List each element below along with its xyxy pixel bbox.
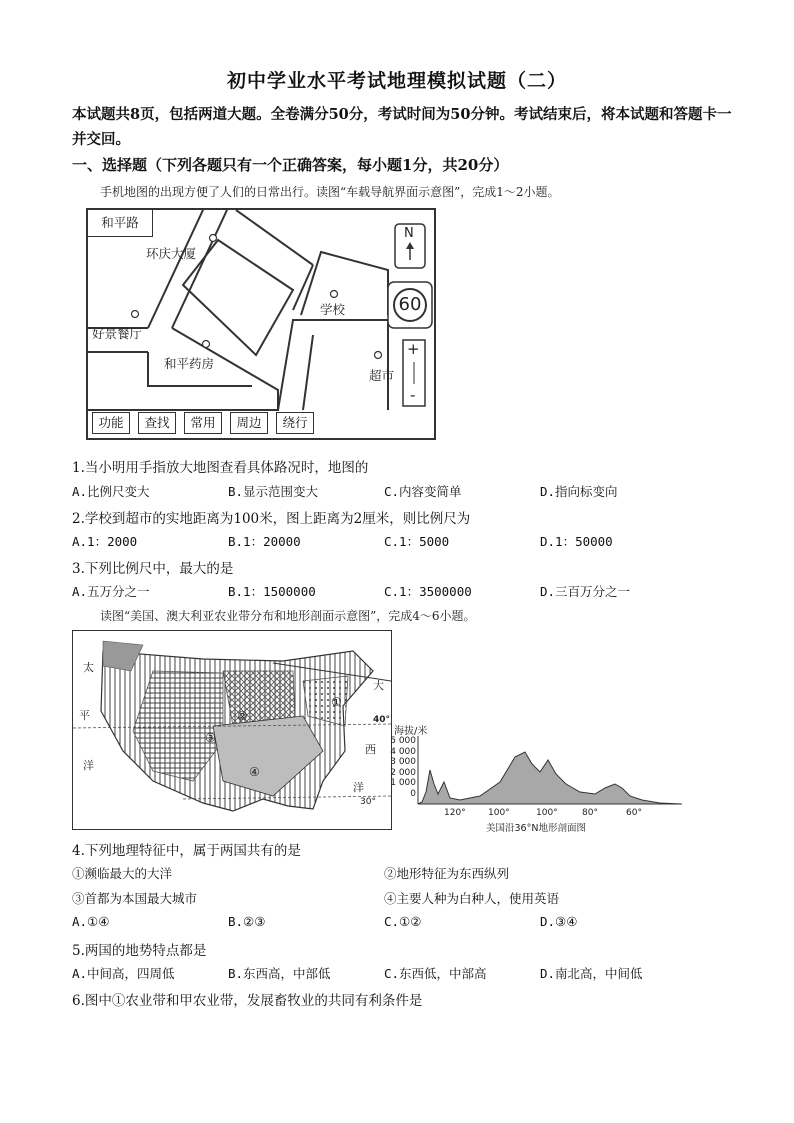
question-4-stem: 4.下列地理特征中，属于两国共有的是 [72, 843, 301, 859]
question-3-stem: 3.下列比例尺中，最大的是 [72, 561, 234, 577]
lead-text-2: 读图“美国、澳大利亚农业带分布和地形剖面示意图”，完成4～6小题。 [100, 609, 476, 623]
xtick-100a: 100° [488, 808, 510, 818]
question-1-stem: 1.当小明用手指放大地图查看具体路况时，地图的 [72, 460, 369, 476]
question-6-stem: 6.图中①农业带和甲农业带，发展畜牧业的共同有利条件是 [72, 993, 423, 1009]
q2-option-a[interactable]: A.1：2000 [72, 534, 138, 549]
ocean-label-yang: 洋 [83, 759, 94, 772]
toolbar-nearby-button[interactable]: 周边 [230, 412, 268, 434]
q3-option-d[interactable]: D.三百万分之一 [540, 584, 631, 599]
profile-caption: 美国沿36°N地形剖面图 [486, 823, 586, 834]
school-label: 学校 [320, 302, 346, 317]
section-heading: 一、选择题（下列各题只有一个正确答案，每小题1分，共20分） [72, 156, 509, 174]
xtick-80: 80° [582, 808, 598, 818]
zoom-out-button[interactable]: - [410, 386, 416, 404]
ytick-4000: 4 000 [390, 746, 416, 757]
profile-ylabel: 海拔/米 [394, 726, 428, 737]
pharmacy-label: 和平药房 [164, 356, 215, 371]
question-5-stem: 5.两国的地势特点都是 [72, 943, 207, 959]
page-title: 初中学业水平考试地理模拟试题（二） [226, 70, 567, 92]
q3-option-b[interactable]: B.1：1500000 [228, 584, 316, 599]
q4-option-c[interactable]: C.①② [384, 914, 422, 929]
ytick-1000: 1 000 [390, 778, 416, 788]
navigation-map [86, 208, 436, 440]
lead-text-1: 手机地图的出现方便了人们的日常出行。读图“车载导航界面示意图”，完成1～2小题。 [100, 185, 560, 199]
ytick-0: 0 [410, 788, 416, 799]
question-2-stem: 2.学校到超市的实地距离为100米，图上距离为2厘米，则比例尺为 [72, 511, 471, 527]
toolbar-common-button[interactable]: 常用 [184, 412, 222, 434]
ocean-label-ping: 平 [79, 709, 90, 722]
toolbar-function-button[interactable]: 功能 [92, 412, 130, 434]
toolbar-search-button[interactable]: 查找 [138, 412, 176, 434]
q2-option-d[interactable]: D.1：50000 [540, 534, 613, 549]
road-label: 和平路 [88, 210, 153, 237]
q4-item-1: ①濒临最大的大洋 [72, 866, 173, 881]
xtick-60: 60° [626, 808, 642, 818]
xtick-120: 120° [444, 808, 466, 818]
ocean-label-xi: 西 [365, 743, 376, 756]
q3-option-a[interactable]: A.五万分之一 [72, 584, 150, 599]
q3-option-c[interactable]: C.1：3500000 [384, 584, 472, 599]
ytick-5000: 5 000 [390, 736, 416, 746]
market-label: 超市 [369, 368, 395, 383]
q4-item-4: ④主要人种为白种人，使用英语 [384, 891, 560, 906]
belt-3-label: ③ [205, 731, 216, 745]
q1-option-d[interactable]: D.指向标变向 [540, 484, 618, 499]
mall-label: 环庆大厦 [146, 246, 197, 261]
latitude-40: 40° [373, 715, 391, 725]
belt-1-label: ① [331, 695, 342, 709]
q4-option-d[interactable]: D.③④ [540, 914, 578, 929]
ocean-label-yang2: 洋 [353, 781, 364, 794]
zoom-in-button[interactable]: + [407, 340, 420, 358]
us-agriculture-map [72, 630, 392, 830]
latitude-30: 30° [360, 797, 376, 807]
ocean-label-tai: 太 [83, 661, 94, 674]
belt-2-label: ② [237, 709, 248, 723]
q4-item-2: ②地形特征为东西纵列 [384, 866, 510, 881]
xtick-100b: 100° [536, 808, 558, 818]
ytick-2000: 2 000 [390, 767, 416, 778]
q5-option-c[interactable]: C.东西低，中部高 [384, 966, 487, 981]
terrain-profile [390, 722, 690, 834]
q4-option-a[interactable]: A.①④ [72, 914, 110, 929]
exam-instructions: 本试题共8页，包括两道大题。全卷满分50分，考试时间为50分钟。考试结束后，将本试题和答题卡一并交回。 [72, 106, 732, 148]
toolbar-detour-button[interactable]: 绕行 [276, 412, 314, 434]
q4-item-3: ③首都为本国最大城市 [72, 891, 198, 906]
ytick-3000: 3 000 [390, 757, 416, 767]
q2-option-b[interactable]: B.1：20000 [228, 534, 301, 549]
ocean-label-da: 大 [373, 679, 384, 692]
q5-option-d[interactable]: D.南北高，中间低 [540, 966, 643, 981]
restaurant-label: 好景餐厅 [92, 326, 143, 341]
q2-option-c[interactable]: C.1：5000 [384, 534, 450, 549]
belt-4-label: ④ [249, 765, 260, 779]
speed-limit-icon: 60 [398, 294, 422, 315]
q4-option-b[interactable]: B.②③ [228, 914, 266, 929]
q5-option-b[interactable]: B.东西高，中部低 [228, 966, 331, 981]
q1-option-b[interactable]: B.显示范围变大 [228, 484, 319, 499]
north-arrow-icon: N [404, 226, 414, 241]
q1-option-a[interactable]: A.比例尺变大 [72, 484, 150, 499]
q1-option-c[interactable]: C.内容变简单 [384, 484, 462, 499]
q5-option-a[interactable]: A.中间高，四周低 [72, 966, 175, 981]
